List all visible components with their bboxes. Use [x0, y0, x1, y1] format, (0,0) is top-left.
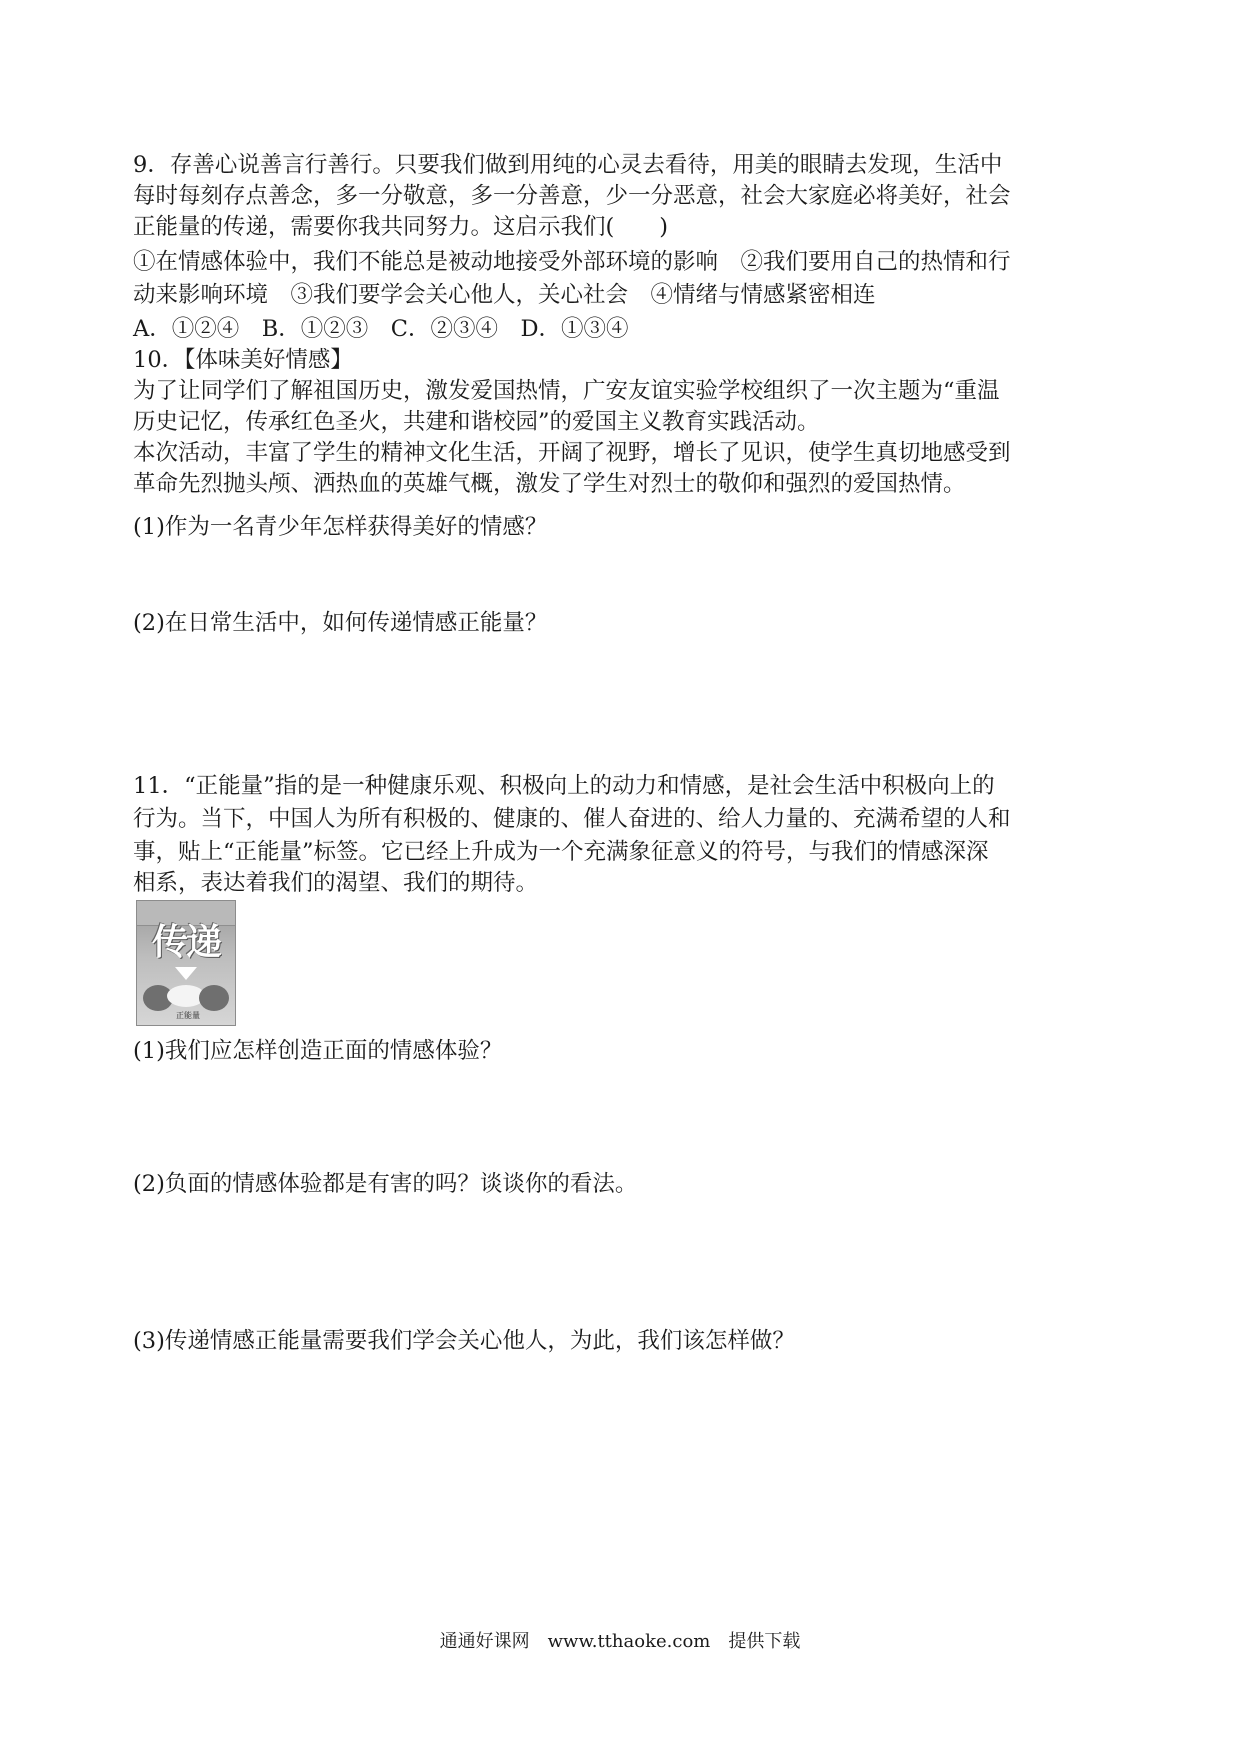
page-footer: 通通好课网 www.tthaoke.com 提供下载	[439, 1631, 801, 1652]
q10-line-4: 革命先烈抛头颅、洒热血的英雄气概，激发了学生对烈士的敬仰和强烈的爱国热情。	[133, 471, 966, 497]
q11-sub-question-3: (3)传递情感正能量需要我们学会关心他人，为此，我们该怎样做？	[133, 1328, 795, 1354]
q9-line-4: ①在情感体验中，我们不能总是被动地接受外部环境的影响 ②我们要用自己的热情和行	[133, 249, 1011, 275]
q9-line-5: 动来影响环境 ③我们要学会关心他人，关心社会 ④情绪与情感紧密相连	[133, 282, 876, 308]
q9-line-1: 9．存善心说善言行善行。只要我们做到用纯的心灵去看待，用美的眼睛去发现，生活中	[133, 152, 1003, 178]
poster-title: 传递	[151, 922, 220, 963]
q10-line-1: 为了让同学们了解祖国历史，激发爱国热情，广安友谊实验学校组织了一次主题为“重温	[133, 378, 1000, 404]
down-arrow-icon	[175, 967, 197, 980]
right-hand-icon	[199, 985, 229, 1011]
chuandi-poster-image	[136, 900, 236, 1026]
q11-line-4: 相系，表达着我们的渴望、我们的期待。	[133, 870, 539, 896]
q11-sub-question-2: (2)负面的情感体验都是有害的吗？谈谈你的看法。	[133, 1171, 638, 1197]
q10-line-3: 本次活动，丰富了学生的精神文化生活，开阔了视野，增长了见识，使学生真切地感受到	[133, 440, 1011, 466]
q10-sub-question-2: (2)在日常生活中，如何传递情感正能量？	[133, 610, 548, 636]
q10-line-2: 历史记忆，传承红色圣火，共建和谐校园”的爱国主义教育实践活动。	[133, 409, 820, 435]
q9-line-3: 正能量的传递，需要你我共同努力。这启示我们( )	[133, 214, 669, 240]
q11-sub-question-1: (1)我们应怎样创造正面的情感体验？	[133, 1038, 503, 1064]
q10-title: 10．【体味美好情感】	[133, 347, 353, 373]
q11-line-1: 11．“正能量”指的是一种健康乐观、积极向上的动力和情感，是社会生活中积极向上的	[133, 773, 995, 799]
poster-caption: 正能量	[176, 1011, 200, 1020]
q11-line-2: 行为。当下，中国人为所有积极的、健康的、催人奋进的、给人力量的、充满希望的人和	[133, 806, 1011, 832]
q9-line-2: 每时每刻存点善念，多一分敬意，多一分善意，少一分恶意，社会大家庭必将美好，社会	[133, 183, 1011, 209]
q11-line-3: 事，贴上“正能量”标签。它已经上升成为一个充满象征意义的符号，与我们的情感深深	[133, 839, 989, 865]
q9-options: A．①②④ B．①②③ C．②③④ D．①③④	[133, 316, 629, 342]
q10-sub-question-1: (1)作为一名青少年怎样获得美好的情感？	[133, 514, 548, 540]
